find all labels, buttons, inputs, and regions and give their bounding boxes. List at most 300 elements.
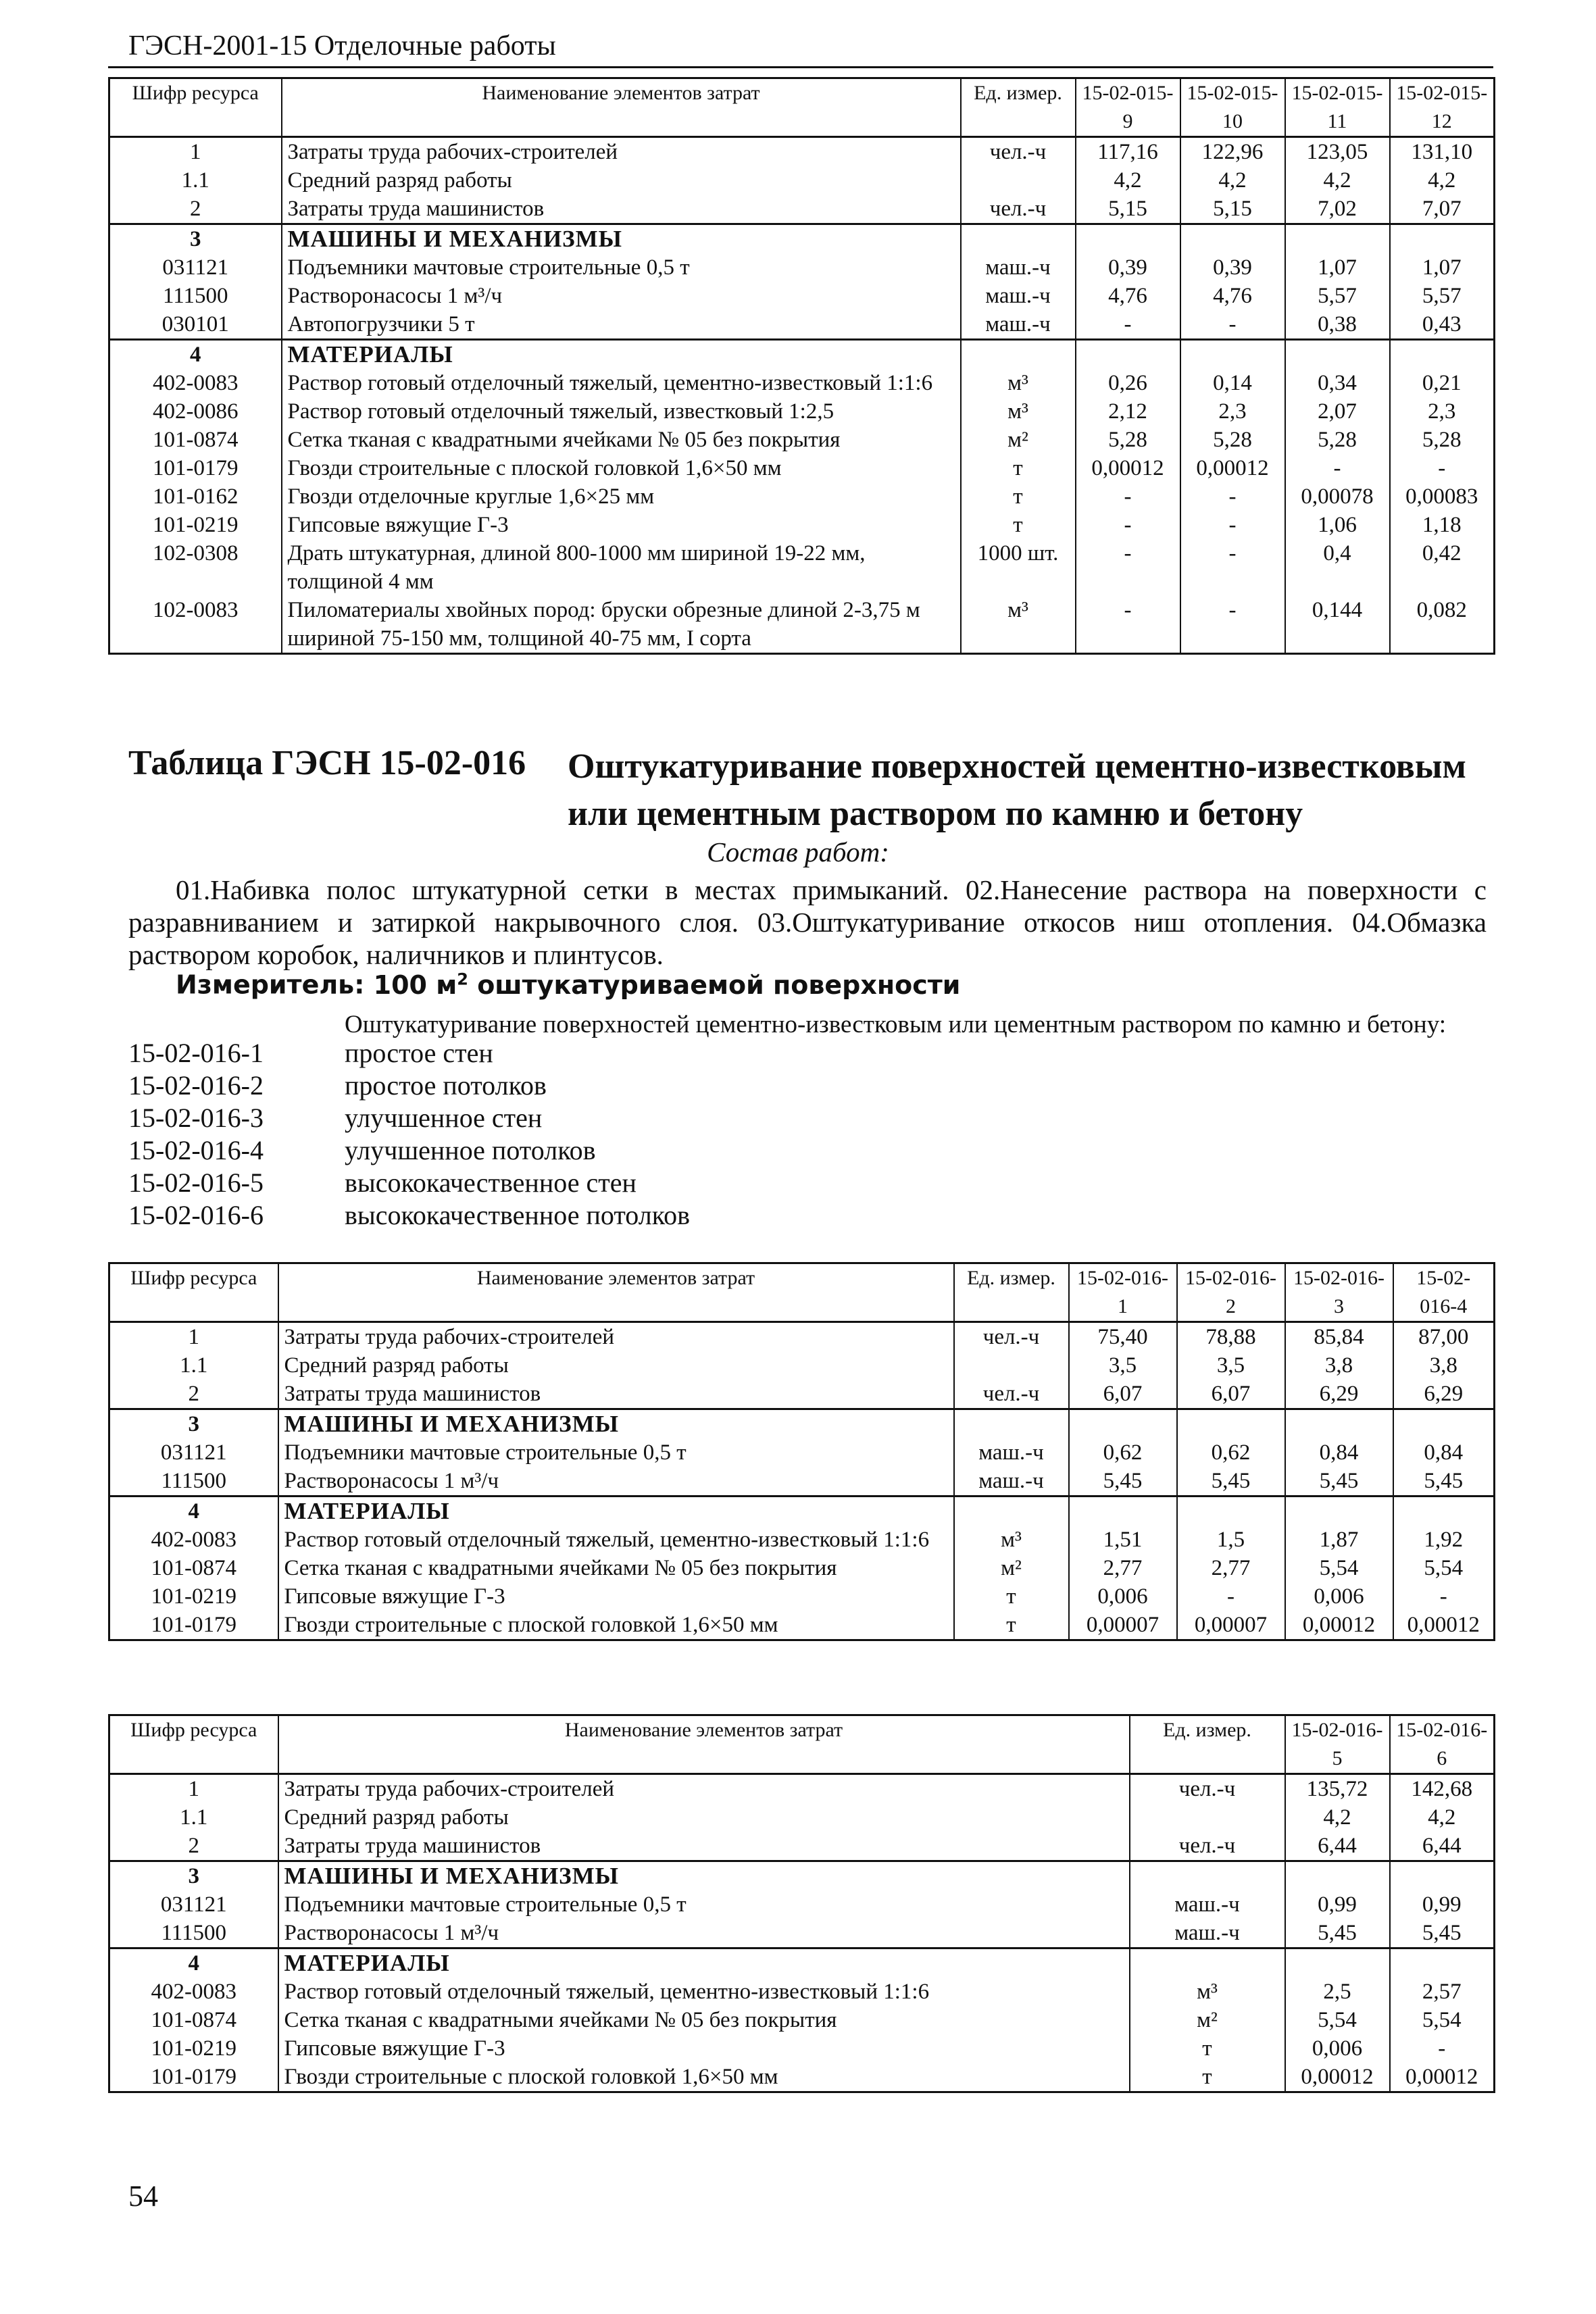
- resource-code-cell: 111500: [109, 282, 282, 310]
- norm-value-cell: [1393, 1496, 1495, 1526]
- resource-code-cell: 1: [109, 1774, 278, 1804]
- resource-code-cell: 101-0874: [109, 426, 282, 454]
- table-row: [109, 1467, 1495, 1496]
- unit-cell: т: [961, 482, 1076, 511]
- col-header-unit: Ед. измер.: [961, 78, 1076, 137]
- resource-code-cell: 3: [109, 1409, 278, 1439]
- norm-value-cell: [1390, 224, 1495, 254]
- norm-value-cell: 1,51: [1069, 1526, 1177, 1554]
- norm-value-cell: 5,57: [1285, 282, 1390, 310]
- table-row: [109, 1832, 1495, 1861]
- cost-element-cell: Растворонасосы 1 м³/ч: [278, 1467, 954, 1496]
- norm-value-cell: -: [1076, 310, 1180, 340]
- norm-value-cell: 5,54: [1390, 2006, 1495, 2034]
- col-header-v1: 15-02-016-1: [1069, 1263, 1177, 1322]
- table-row: [109, 1351, 1495, 1380]
- norm-value-cell: [1285, 224, 1390, 254]
- norm-value-cell: 1,92: [1393, 1526, 1495, 1554]
- cost-element-cell: Сетка тканая с квадратными ячейками № 05 без покрытия: [278, 1554, 954, 1582]
- norm-value-cell: 0,99: [1285, 1890, 1390, 1919]
- table-row: [109, 310, 1495, 340]
- norm-value-cell: -: [1076, 511, 1180, 539]
- table-label: Таблица ГЭСН 15-02-016: [128, 744, 526, 782]
- norm-value-cell: 5,57: [1390, 282, 1495, 310]
- table-row: [109, 2063, 1495, 2092]
- col-header-code: Шифр ресурса: [109, 78, 282, 137]
- norm-value-cell: 5,45: [1285, 1467, 1393, 1496]
- norm-value-cell: 122,96: [1180, 137, 1285, 167]
- unit-cell: 1000 шт.: [961, 539, 1076, 596]
- norm-value-cell: -: [1180, 596, 1285, 654]
- norm-value-cell: 117,16: [1076, 137, 1180, 167]
- unit-cell: [1130, 1861, 1285, 1891]
- norm-value-cell: 1,5: [1177, 1526, 1285, 1554]
- cost-element-cell: Растворонасосы 1 м³/ч: [282, 282, 961, 310]
- cost-element-cell: Гипсовые вяжущие Г-3: [282, 511, 961, 539]
- unit-cell: чел.-ч: [961, 195, 1076, 224]
- table-row: [109, 511, 1495, 539]
- resource-code-cell: 402-0083: [109, 1978, 278, 2006]
- norm-value-cell: 0,00007: [1069, 1611, 1177, 1640]
- norms-table-15-02-015: [108, 77, 1495, 655]
- resource-code-cell: 101-0874: [109, 1554, 278, 1582]
- cost-element-cell: Драть штукатурная, длиной 800-1000 мм шириной 19-22 мм, толщиной 4 мм: [282, 539, 961, 596]
- cost-element-cell: Средний разряд работы: [282, 166, 961, 195]
- cost-element-cell: Гипсовые вяжущие Г-3: [278, 1582, 954, 1611]
- cost-element-cell: Затраты труда машинистов: [282, 195, 961, 224]
- norm-value-cell: 7,02: [1285, 195, 1390, 224]
- norm-value-cell: 1,87: [1285, 1526, 1393, 1554]
- norm-value-cell: 5,45: [1285, 1919, 1390, 1948]
- table-row: [109, 1554, 1495, 1582]
- table-row: [109, 596, 1495, 654]
- norm-value-cell: 5,54: [1285, 2006, 1390, 2034]
- meter-label: Измеритель:: [176, 970, 365, 1000]
- running-header: ГЭСН-2001-15 Отделочные работы: [128, 30, 556, 61]
- norm-value-cell: 0,00012: [1285, 1611, 1393, 1640]
- resource-code-cell: 1.1: [109, 1351, 278, 1380]
- norm-value-cell: -: [1393, 1582, 1495, 1611]
- resource-code-cell: 4: [109, 1948, 278, 1978]
- col-header-v4: 15-02-016-4: [1393, 1263, 1495, 1322]
- resource-code-cell: 101-0179: [109, 1611, 278, 1640]
- table-row: [109, 1380, 1495, 1409]
- unit-cell: м³: [954, 1526, 1069, 1554]
- norm-value-cell: -: [1180, 539, 1285, 596]
- cost-element-cell: Затраты труда рабочих-строителей: [282, 137, 961, 167]
- resource-code-cell: 2: [109, 1380, 278, 1409]
- header-rule: [108, 66, 1493, 68]
- page-number: 54: [128, 2180, 158, 2213]
- norm-value-cell: 0,14: [1180, 369, 1285, 397]
- norm-value-cell: 6,29: [1285, 1380, 1393, 1409]
- norm-value-cell: 0,00012: [1393, 1611, 1495, 1640]
- table-row: [109, 1803, 1495, 1832]
- norm-value-cell: [1285, 1409, 1393, 1439]
- norm-value-cell: -: [1390, 454, 1495, 482]
- resource-code-cell: 101-0162: [109, 482, 282, 511]
- norm-value-cell: 0,21: [1390, 369, 1495, 397]
- norm-value-cell: 0,39: [1180, 253, 1285, 282]
- norm-value-cell: 3,8: [1393, 1351, 1495, 1380]
- norm-value-cell: -: [1180, 511, 1285, 539]
- norm-value-cell: 3,5: [1069, 1351, 1177, 1380]
- unit-cell: чел.-ч: [954, 1380, 1069, 1409]
- norm-value-cell: 2,77: [1069, 1554, 1177, 1582]
- variant-item: 15-02-016-5 высококачественное стен: [128, 1167, 637, 1198]
- cost-element-cell: Гипсовые вяжущие Г-3: [278, 2034, 1130, 2063]
- unit-cell: [961, 166, 1076, 195]
- table-row: [109, 340, 1495, 370]
- composition-text: 01.Набивка полос штукатурной сетки в местах примыканий. 02.Нанесение раствора на поверхности с разравниванием и затиркой накрывочного слоя. 03.Оштукатуривание откосов ниш отопления. 04.Обмазка раствором коробок, наличников и плинтусов.: [128, 874, 1487, 970]
- table-row: [109, 482, 1495, 511]
- norm-value-cell: 0,00012: [1076, 454, 1180, 482]
- norm-value-cell: 4,2: [1285, 1803, 1390, 1832]
- norm-value-cell: 6,44: [1285, 1832, 1390, 1861]
- cost-element-cell: Подъемники мачтовые строительные 0,5 т: [278, 1890, 1130, 1919]
- unit-cell: чел.-ч: [1130, 1832, 1285, 1861]
- resource-code-cell: 402-0086: [109, 397, 282, 426]
- norm-value-cell: -: [1390, 2034, 1495, 2063]
- norm-value-cell: 2,3: [1390, 397, 1495, 426]
- unit-cell: [1130, 1948, 1285, 1978]
- norm-value-cell: 5,54: [1393, 1554, 1495, 1582]
- norm-value-cell: [1180, 340, 1285, 370]
- norm-value-cell: 5,45: [1177, 1467, 1285, 1496]
- norms-table-15-02-016-5-6: [108, 1714, 1495, 2093]
- resource-code-cell: 101-0219: [109, 1582, 278, 1611]
- norm-value-cell: 0,00083: [1390, 482, 1495, 511]
- norm-value-cell: 5,28: [1180, 426, 1285, 454]
- cost-element-cell: Затраты труда машинистов: [278, 1380, 954, 1409]
- norm-value-cell: 3,8: [1285, 1351, 1393, 1380]
- resource-code-cell: 1.1: [109, 166, 282, 195]
- table-row: [109, 1611, 1495, 1640]
- col-header-unit: Ед. измер.: [1130, 1715, 1285, 1774]
- table-row: [109, 454, 1495, 482]
- resource-code-cell: 1: [109, 137, 282, 167]
- norm-value-cell: [1285, 340, 1390, 370]
- norm-value-cell: 5,54: [1285, 1554, 1393, 1582]
- col-header-name: Наименование элементов затрат: [278, 1715, 1130, 1774]
- unit-cell: м²: [961, 426, 1076, 454]
- unit-cell: [961, 224, 1076, 254]
- norm-value-cell: [1393, 1409, 1495, 1439]
- norm-value-cell: 5,15: [1076, 195, 1180, 224]
- table-row: [109, 1978, 1495, 2006]
- norm-value-cell: 2,3: [1180, 397, 1285, 426]
- unit-cell: т: [1130, 2034, 1285, 2063]
- variant-item: 15-02-016-1 простое стен: [128, 1038, 493, 1068]
- table-row: [109, 1322, 1495, 1352]
- norm-value-cell: [1076, 224, 1180, 254]
- norm-value-cell: 0,00078: [1285, 482, 1390, 511]
- cost-element-cell: Гвозди строительные с плоской головкой 1,6×50 мм: [278, 2063, 1130, 2092]
- col-header-name: Наименование элементов затрат: [278, 1263, 954, 1322]
- resource-code-cell: 3: [109, 1861, 278, 1891]
- unit-cell: т: [961, 511, 1076, 539]
- table-header-row: [109, 1263, 1495, 1322]
- col-header-v2: 15-02-016-6: [1390, 1715, 1495, 1774]
- cost-element-cell: Автопогрузчики 5 т: [282, 310, 961, 340]
- norm-value-cell: 2,57: [1390, 1978, 1495, 2006]
- cost-element-cell: Затраты труда машинистов: [278, 1832, 1130, 1861]
- resource-code-cell: 4: [109, 340, 282, 370]
- cost-element-cell: Затраты труда рабочих-строителей: [278, 1774, 1130, 1804]
- unit-cell: м³: [961, 596, 1076, 654]
- norm-value-cell: [1285, 1861, 1390, 1891]
- table-row: [109, 1861, 1495, 1891]
- table-row: [109, 1919, 1495, 1948]
- variant-item: 15-02-016-3 улучшенное стен: [128, 1103, 543, 1133]
- norm-value-cell: 6,44: [1390, 1832, 1495, 1861]
- unit-cell: м³: [961, 369, 1076, 397]
- unit-cell: чел.-ч: [954, 1322, 1069, 1352]
- table-row: [109, 282, 1495, 310]
- unit-cell: [954, 1351, 1069, 1380]
- section-title: [568, 743, 1514, 838]
- norm-value-cell: 4,2: [1285, 166, 1390, 195]
- table-row: [109, 426, 1495, 454]
- norm-value-cell: [1177, 1409, 1285, 1439]
- unit-cell: м²: [1130, 2006, 1285, 2034]
- norm-value-cell: -: [1180, 482, 1285, 511]
- norm-value-cell: [1076, 340, 1180, 370]
- norm-value-cell: 0,99: [1390, 1890, 1495, 1919]
- norm-value-cell: 2,5: [1285, 1978, 1390, 2006]
- norm-value-cell: 4,2: [1390, 1803, 1495, 1832]
- col-header-name: Наименование элементов затрат: [282, 78, 961, 137]
- table-row: [109, 1409, 1495, 1439]
- cost-element-cell: Растворонасосы 1 м³/ч: [278, 1919, 1130, 1948]
- resource-code-cell: 031121: [109, 1438, 278, 1467]
- cost-element-cell: Сетка тканая с квадратными ячейками № 05 без покрытия: [278, 2006, 1130, 2034]
- norm-value-cell: 2,77: [1177, 1554, 1285, 1582]
- resource-code-cell: 111500: [109, 1467, 278, 1496]
- unit-cell: маш.-ч: [961, 282, 1076, 310]
- norm-value-cell: 1,07: [1285, 253, 1390, 282]
- norm-value-cell: 0,082: [1390, 596, 1495, 654]
- resource-code-cell: 1: [109, 1322, 278, 1352]
- col-header-code: Шифр ресурса: [109, 1263, 278, 1322]
- table-row: [109, 1890, 1495, 1919]
- table-row: [109, 397, 1495, 426]
- cost-element-cell: Средний разряд работы: [278, 1351, 954, 1380]
- norm-value-cell: 87,00: [1393, 1322, 1495, 1352]
- norm-value-cell: -: [1285, 454, 1390, 482]
- norm-value-cell: 4,76: [1076, 282, 1180, 310]
- norm-value-cell: 0,62: [1069, 1438, 1177, 1467]
- norm-value-cell: 0,39: [1076, 253, 1180, 282]
- col-header-v2: 15-02-016-2: [1177, 1263, 1285, 1322]
- unit-cell: [954, 1496, 1069, 1526]
- col-header-v1: 15-02-016-5: [1285, 1715, 1390, 1774]
- norm-value-cell: 0,84: [1285, 1438, 1393, 1467]
- norms-table-15-02-016-1-4: [108, 1262, 1495, 1641]
- norm-value-cell: 142,68: [1390, 1774, 1495, 1804]
- col-header-v4: 15-02-015-12: [1390, 78, 1495, 137]
- meter-line: [176, 970, 960, 1000]
- norm-value-cell: 6,29: [1393, 1380, 1495, 1409]
- resource-code-cell: 102-0083: [109, 596, 282, 654]
- resource-code-cell: 111500: [109, 1919, 278, 1948]
- resource-code-cell: 402-0083: [109, 369, 282, 397]
- norm-value-cell: 0,34: [1285, 369, 1390, 397]
- norm-value-cell: 2,07: [1285, 397, 1390, 426]
- table-row: [109, 1496, 1495, 1526]
- section-title-line-2: или цементным раствором по камню и бетону: [568, 795, 1303, 833]
- unit-cell: маш.-ч: [954, 1467, 1069, 1496]
- norm-value-cell: [1177, 1496, 1285, 1526]
- cost-element-cell: МАТЕРИАЛЫ: [282, 340, 961, 370]
- norm-value-cell: 75,40: [1069, 1322, 1177, 1352]
- norm-value-cell: 5,28: [1390, 426, 1495, 454]
- norm-value-cell: 0,38: [1285, 310, 1390, 340]
- unit-cell: м³: [961, 397, 1076, 426]
- norm-value-cell: 6,07: [1177, 1380, 1285, 1409]
- resource-code-cell: 101-0179: [109, 454, 282, 482]
- norm-value-cell: 0,006: [1285, 1582, 1393, 1611]
- table-row: [109, 1774, 1495, 1804]
- norm-value-cell: [1069, 1496, 1177, 1526]
- cost-element-cell: Раствор готовый отделочный тяжелый, известковый 1:2,5: [282, 397, 961, 426]
- cost-element-cell: Подъемники мачтовые строительные 0,5 т: [278, 1438, 954, 1467]
- norm-value-cell: [1390, 1861, 1495, 1891]
- norm-value-cell: -: [1177, 1582, 1285, 1611]
- norm-value-cell: 131,10: [1390, 137, 1495, 167]
- norm-value-cell: -: [1076, 539, 1180, 596]
- table-row: [109, 166, 1495, 195]
- norm-value-cell: 0,84: [1393, 1438, 1495, 1467]
- norm-value-cell: [1285, 1948, 1390, 1978]
- norm-value-cell: 0,006: [1069, 1582, 1177, 1611]
- norm-value-cell: 5,28: [1285, 426, 1390, 454]
- table-row: [109, 1526, 1495, 1554]
- norm-value-cell: 135,72: [1285, 1774, 1390, 1804]
- norm-value-cell: 3,5: [1177, 1351, 1285, 1380]
- cost-element-cell: Средний разряд работы: [278, 1803, 1130, 1832]
- norm-value-cell: 2,12: [1076, 397, 1180, 426]
- resource-code-cell: 2: [109, 195, 282, 224]
- col-header-v3: 15-02-016-3: [1285, 1263, 1393, 1322]
- norm-value-cell: 0,42: [1390, 539, 1495, 596]
- resource-code-cell: 031121: [109, 1890, 278, 1919]
- norm-value-cell: 0,006: [1285, 2034, 1390, 2063]
- resource-code-cell: 1.1: [109, 1803, 278, 1832]
- unit-cell: чел.-ч: [1130, 1774, 1285, 1804]
- cost-element-cell: МАШИНЫ И МЕХАНИЗМЫ: [278, 1861, 1130, 1891]
- norm-value-cell: -: [1076, 596, 1180, 654]
- norm-value-cell: 0,26: [1076, 369, 1180, 397]
- norm-value-cell: [1069, 1409, 1177, 1439]
- cost-element-cell: Сетка тканая с квадратными ячейками № 05 без покрытия: [282, 426, 961, 454]
- cost-element-cell: Подъемники мачтовые строительные 0,5 т: [282, 253, 961, 282]
- col-header-v3: 15-02-015-11: [1285, 78, 1390, 137]
- unit-cell: м³: [1130, 1978, 1285, 2006]
- norm-value-cell: 123,05: [1285, 137, 1390, 167]
- resource-code-cell: 3: [109, 224, 282, 254]
- norm-value-cell: 0,00012: [1390, 2063, 1495, 2092]
- unit-cell: т: [954, 1582, 1069, 1611]
- norm-value-cell: -: [1076, 482, 1180, 511]
- cost-element-cell: Раствор готовый отделочный тяжелый, цементно-известковый 1:1:6: [282, 369, 961, 397]
- unit-cell: т: [961, 454, 1076, 482]
- norm-value-cell: -: [1180, 310, 1285, 340]
- cost-element-cell: Пиломатериалы хвойных пород: бруски обрезные длиной 2-3,75 м шириной 75-150 мм, толщиной 40-75 мм, I сорта: [282, 596, 961, 654]
- table-header-row: [109, 1715, 1495, 1774]
- table-row: [109, 2006, 1495, 2034]
- cost-element-cell: Гвозди отделочные круглые 1,6×25 мм: [282, 482, 961, 511]
- norm-value-cell: 0,43: [1390, 310, 1495, 340]
- norm-value-cell: 1,06: [1285, 511, 1390, 539]
- composition-heading: Состав работ:: [707, 836, 889, 867]
- table-row: [109, 224, 1495, 254]
- unit-cell: [961, 340, 1076, 370]
- cost-element-cell: Раствор готовый отделочный тяжелый, цементно-известковый 1:1:6: [278, 1526, 954, 1554]
- cost-element-cell: Гвозди строительные с плоской головкой 1,6×50 мм: [278, 1611, 954, 1640]
- norm-value-cell: 0,00012: [1180, 454, 1285, 482]
- table-row: [109, 1948, 1495, 1978]
- norm-value-cell: 5,45: [1069, 1467, 1177, 1496]
- norm-value-cell: 4,76: [1180, 282, 1285, 310]
- table-row: [109, 195, 1495, 224]
- resource-code-cell: 101-0219: [109, 511, 282, 539]
- unit-cell: маш.-ч: [1130, 1890, 1285, 1919]
- norm-value-cell: 7,07: [1390, 195, 1495, 224]
- norm-value-cell: 85,84: [1285, 1322, 1393, 1352]
- norm-value-cell: 78,88: [1177, 1322, 1285, 1352]
- col-header-code: Шифр ресурса: [109, 1715, 278, 1774]
- resource-code-cell: 101-0179: [109, 2063, 278, 2092]
- cost-element-cell: МАТЕРИАЛЫ: [278, 1496, 954, 1526]
- cost-element-cell: Раствор готовый отделочный тяжелый, цементно-известковый 1:1:6: [278, 1978, 1130, 2006]
- unit-cell: маш.-ч: [954, 1438, 1069, 1467]
- section-title-line-1: Оштукатуривание поверхностей цементно-известковым: [568, 747, 1466, 786]
- norm-value-cell: 1,07: [1390, 253, 1495, 282]
- cost-element-cell: Гвозди строительные с плоской головкой 1,6×50 мм: [282, 454, 961, 482]
- unit-cell: м²: [954, 1554, 1069, 1582]
- unit-cell: [954, 1409, 1069, 1439]
- norm-value-cell: [1390, 1948, 1495, 1978]
- table-row: [109, 1438, 1495, 1467]
- col-header-unit: Ед. измер.: [954, 1263, 1069, 1322]
- norm-value-cell: 5,45: [1390, 1919, 1495, 1948]
- cost-element-cell: МАШИНЫ И МЕХАНИЗМЫ: [278, 1409, 954, 1439]
- norm-value-cell: 0,144: [1285, 596, 1390, 654]
- unit-cell: т: [954, 1611, 1069, 1640]
- col-header-v2: 15-02-015-10: [1180, 78, 1285, 137]
- variants-list: [128, 1037, 690, 1232]
- col-header-v1: 15-02-015-9: [1076, 78, 1180, 137]
- resource-code-cell: 031121: [109, 253, 282, 282]
- norm-value-cell: [1180, 224, 1285, 254]
- norm-value-cell: 5,28: [1076, 426, 1180, 454]
- norm-value-cell: 4,2: [1180, 166, 1285, 195]
- norm-value-cell: 4,2: [1076, 166, 1180, 195]
- resource-code-cell: 4: [109, 1496, 278, 1526]
- table-row: [109, 253, 1495, 282]
- variants-description: Оштукатуривание поверхностей цементно-известковым или цементным раствором по камню и бетону:: [345, 1011, 1446, 1038]
- norm-value-cell: 1,18: [1390, 511, 1495, 539]
- resource-code-cell: 2: [109, 1832, 278, 1861]
- norm-value-cell: 5,45: [1393, 1467, 1495, 1496]
- unit-cell: маш.-ч: [1130, 1919, 1285, 1948]
- cost-element-cell: МАШИНЫ И МЕХАНИЗМЫ: [282, 224, 961, 254]
- resource-code-cell: 101-0874: [109, 2006, 278, 2034]
- unit-cell: [1130, 1803, 1285, 1832]
- norm-value-cell: [1390, 340, 1495, 370]
- table-row: [109, 369, 1495, 397]
